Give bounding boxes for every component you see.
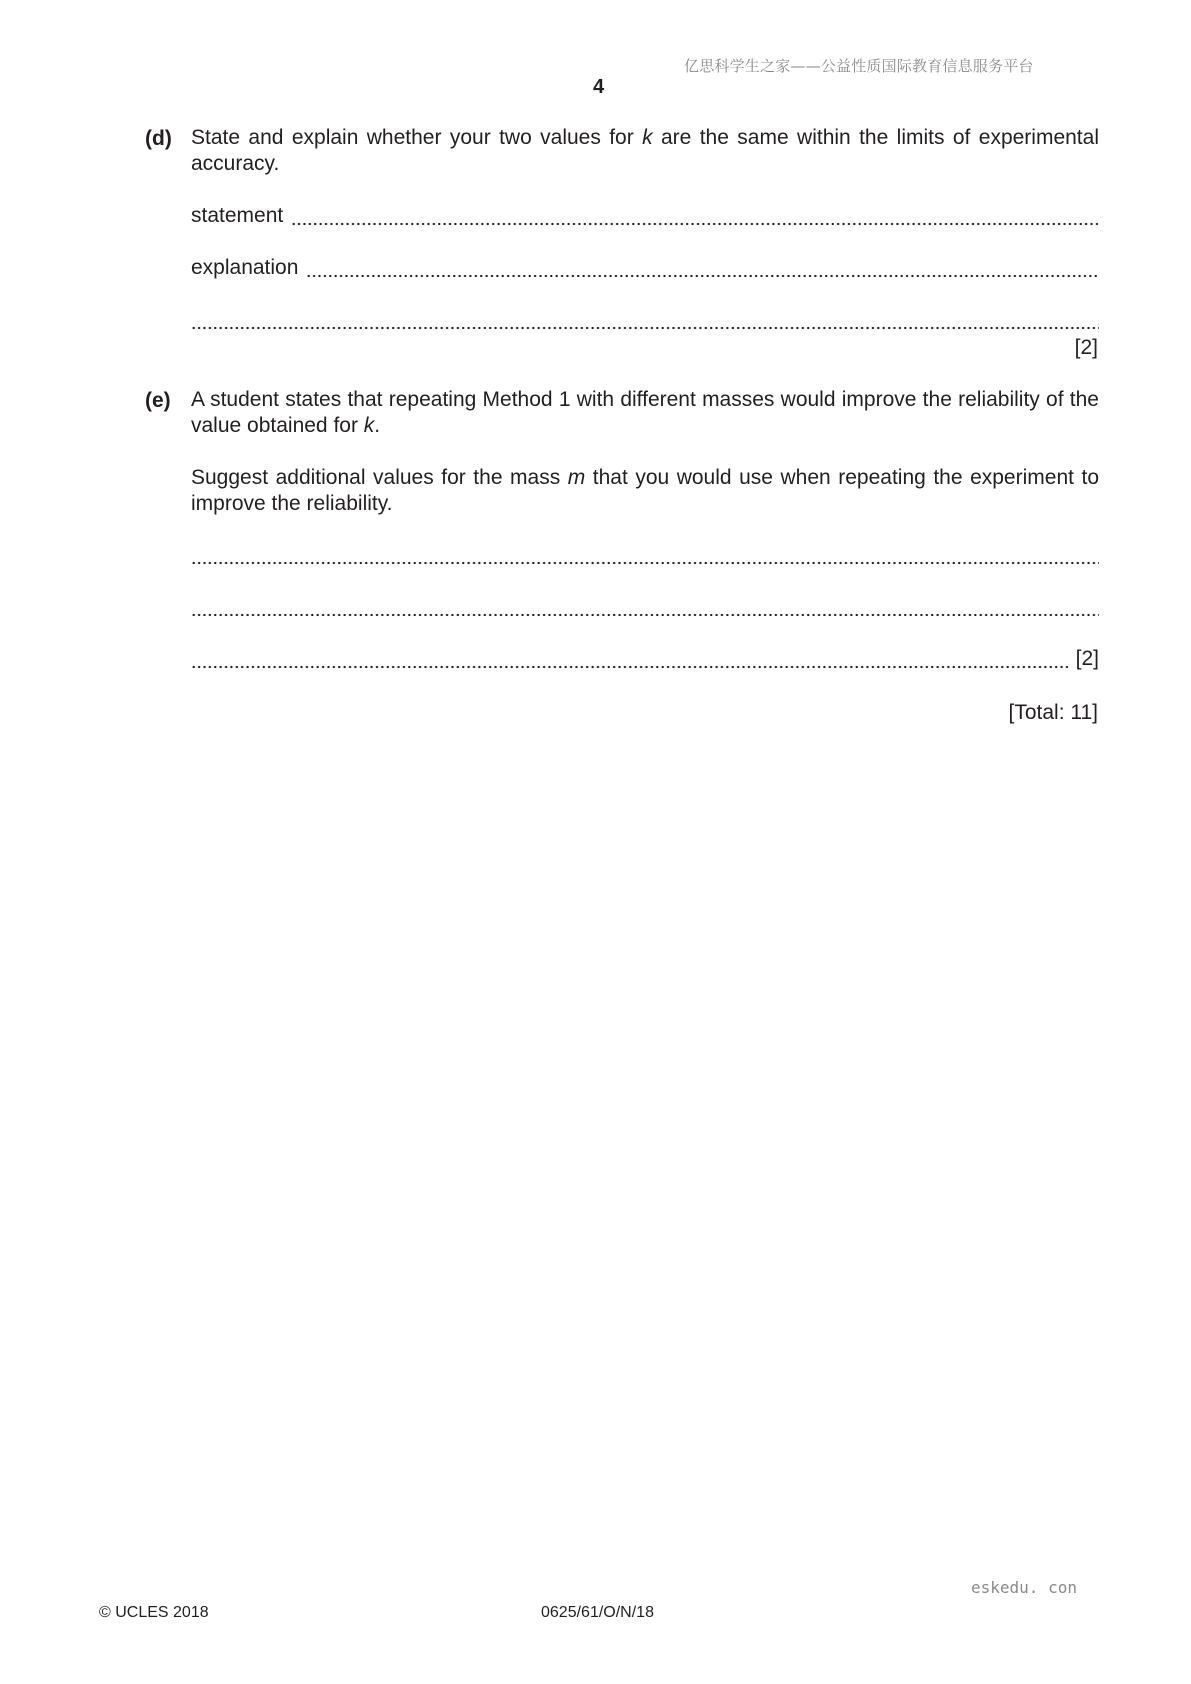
part-e-intro-text: A student states that repeating Method 1 with different masses would improve the reliability of the value obtained for (191, 388, 1099, 437)
explanation-label: explanation (191, 256, 299, 279)
statement-label: statement (191, 204, 284, 227)
part-d-question (191, 125, 1099, 177)
copyright: © UCLES 2018 (99, 1604, 209, 1621)
part-e-question-text: Suggest additional values for the mass (191, 466, 568, 489)
page-number: 4 (592, 76, 605, 98)
explanation-answer-line-2[interactable] (191, 307, 1099, 333)
answer-dots (306, 255, 1099, 281)
total-marks: [Total: 11] (1008, 701, 1098, 724)
explanation-answer-line[interactable] (191, 255, 1099, 281)
header-watermark: 亿思科学生之家——公益性质国际教育信息服务平台 (684, 57, 1034, 75)
part-d-question-text-end: are the same within the limits of experimental accuracy. (191, 126, 1099, 175)
part-e-answer-line-3[interactable] (191, 646, 1099, 672)
part-e-answer-line-1[interactable] (191, 542, 1099, 568)
answer-dots (291, 203, 1099, 229)
footer-watermark: eskedu. con (971, 1578, 1077, 1597)
part-e-intro-text-end: . (374, 414, 381, 437)
statement-answer-line[interactable] (191, 203, 1099, 229)
answer-dots (191, 646, 1068, 672)
paper-code: 0625/61/O/N/18 (541, 1604, 654, 1621)
part-e-question-variable: m (567, 466, 586, 489)
answer-dots (191, 542, 1099, 568)
answer-dots (191, 594, 1099, 620)
part-d-question-variable: k (642, 126, 653, 149)
part-e-intro-variable: k (363, 414, 375, 437)
part-d-label: (d) (145, 127, 172, 150)
part-e-intro (191, 387, 1099, 439)
part-d-question-text: State and explain whether your two values for (191, 126, 643, 149)
part-e-marks: [2] (1075, 647, 1099, 670)
part-d-marks: [2] (1074, 336, 1098, 359)
answer-dots (191, 307, 1099, 333)
part-e-question-text-end: that you would use when repeating the experiment to improve the reliability. (191, 466, 1099, 515)
part-e-question (191, 465, 1099, 517)
part-e-answer-line-2[interactable] (191, 594, 1099, 620)
part-e-label: (e) (145, 389, 171, 412)
